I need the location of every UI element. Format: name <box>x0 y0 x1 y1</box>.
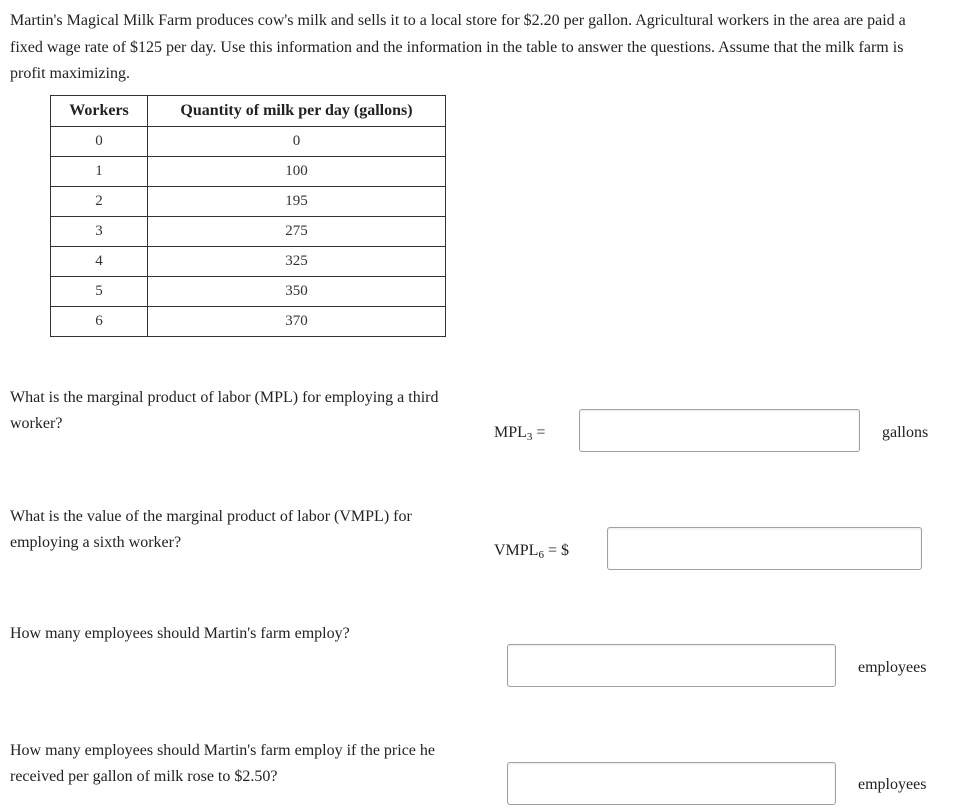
vmpl-label <box>494 542 569 561</box>
question-employ-text: How many employees should Martin's farm employ? <box>10 625 350 642</box>
cell-workers: 6 <box>51 307 148 337</box>
employ-unit: employees <box>858 659 927 676</box>
vmpl-label-main: VMPL <box>494 542 539 559</box>
question-mpl-text: What is the marginal product of labor (MPL) for employing a third worker? <box>10 389 439 432</box>
cell-quantity: 350 <box>148 277 446 307</box>
question-vmpl-text: What is the value of the marginal product of labor (VMPL) for employing a sixth worker? <box>10 508 412 551</box>
table-row <box>51 157 446 187</box>
header-quantity: Quantity of milk per day (gallons) <box>148 96 446 127</box>
cell-workers: 2 <box>51 187 148 217</box>
table-row <box>51 277 446 307</box>
cell-workers: 3 <box>51 217 148 247</box>
employ-price-unit: employees <box>858 776 927 793</box>
cell-quantity: 195 <box>148 187 446 217</box>
header-workers: Workers <box>51 96 148 127</box>
vmpl-answer-input[interactable] <box>607 527 922 570</box>
cell-workers: 4 <box>51 247 148 277</box>
table-header-row <box>51 96 446 127</box>
employ-answer-input[interactable] <box>507 644 836 687</box>
mpl-label-equals: = <box>532 424 546 441</box>
table-row <box>51 247 446 277</box>
table-row <box>51 187 446 217</box>
mpl-answer-input[interactable] <box>579 409 860 452</box>
cell-workers: 1 <box>51 157 148 187</box>
cell-quantity: 100 <box>148 157 446 187</box>
employ-price-answer-input[interactable] <box>507 762 836 805</box>
table-row <box>51 307 446 337</box>
mpl-label-sub: 3 <box>526 431 533 443</box>
mpl-label <box>494 424 545 443</box>
cell-quantity: 370 <box>148 307 446 337</box>
cell-quantity: 275 <box>148 217 446 247</box>
table-row <box>51 217 446 247</box>
question-employ-price-text: How many employees should Martin's farm employ if the price he received per gallon of milk rose to $2.50? <box>10 742 435 785</box>
cell-quantity: 325 <box>148 247 446 277</box>
cell-workers: 0 <box>51 127 148 157</box>
vmpl-label-sub: 6 <box>538 549 544 561</box>
cell-quantity: 0 <box>148 127 446 157</box>
mpl-unit: gallons <box>882 424 929 441</box>
vmpl-label-equals: = $ <box>543 542 569 559</box>
table-row <box>51 127 446 157</box>
mpl-label-main: MPL <box>494 424 527 441</box>
intro-paragraph: Martin's Magical Milk Farm produces cow's milk and sells it to a local store for $2.20 per gallon. Agricultural workers in the area are paid a fixed wage rate of $125 per day. Use this information and the information in the table to answer the questions. Assume that the milk farm is profit maximizing. <box>10 12 906 82</box>
cell-workers: 5 <box>51 277 148 307</box>
workers-milk-table <box>50 95 446 337</box>
